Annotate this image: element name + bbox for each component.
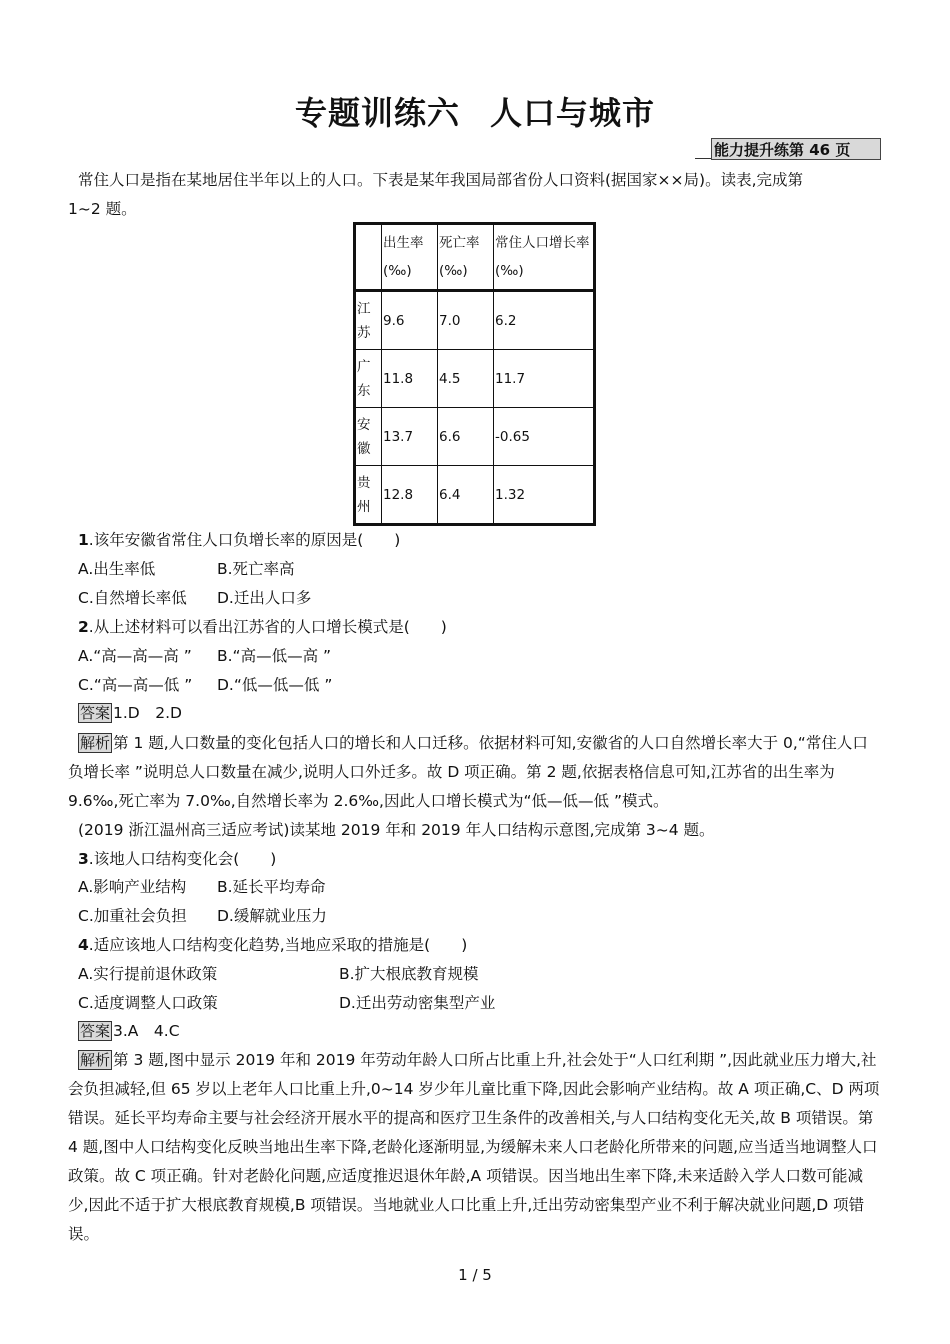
table-cell: 11.7 — [494, 350, 595, 408]
q3-options-row-1 — [78, 877, 326, 897]
answer-text: 3.A 4.C — [113, 1022, 180, 1040]
q4-option-b: B.扩大根底教育规模 — [339, 965, 479, 983]
answer-label: 答案 — [80, 1022, 111, 1040]
q4-options-row-2 — [78, 993, 495, 1013]
q3-option-c: C.加重社会负担 — [78, 907, 187, 925]
table-header: 出生率(‰) — [382, 224, 438, 291]
question-text: .从上述材料可以看出江苏省的人口增长模式是( ) — [88, 618, 447, 636]
q3-option-d: D.缓解就业压力 — [217, 907, 327, 925]
title-part1: 专题训练六 — [294, 94, 460, 132]
q2-option-d: D.“低—低—低 ” — [217, 676, 333, 694]
q3-option-a: A.影响产业结构 — [78, 878, 187, 896]
population-table — [353, 222, 596, 526]
q4-option-c: C.适度调整人口政策 — [78, 994, 218, 1012]
explanation-3-4 — [68, 1046, 880, 1249]
question-text: .该地人口结构变化会( ) — [88, 850, 277, 868]
table-cell-province: 江苏 — [355, 291, 382, 350]
intro-line-1: 常住人口是指在某地居住半年以上的人口。下表是某年我国局部省份人口资料(据国家××局)。读表,完成第 — [78, 171, 803, 189]
table-cell: 11.8 — [382, 350, 438, 408]
q2-option-a: A.“高—高—高 ” — [78, 647, 192, 665]
table-cell: 4.5 — [438, 350, 494, 408]
q2-options-row-2 — [78, 675, 332, 695]
q4-option-a: A.实行提前退休政策 — [78, 965, 218, 983]
q3-options-row-2 — [78, 906, 327, 926]
question-4 — [78, 935, 467, 955]
q1-option-b: B.死亡率高 — [217, 560, 295, 578]
page-number: 1 / 5 — [458, 1266, 492, 1284]
question-number: 1 — [78, 531, 89, 549]
table-cell-province: 贵州 — [355, 466, 382, 525]
table-cell-province: 广东 — [355, 350, 382, 408]
q2-option-b: B.“高—低—高 ” — [217, 647, 332, 665]
question-number: 3 — [78, 850, 89, 868]
question-2 — [78, 617, 447, 637]
question-1 — [78, 530, 400, 550]
table-cell: 6.6 — [438, 408, 494, 466]
q1-options-row-2 — [78, 588, 311, 608]
q3-option-b: B.延长平均寿命 — [217, 878, 326, 896]
intro-line-2: 1~2 题。 — [68, 200, 137, 218]
question-number: 2 — [78, 618, 89, 636]
q1-option-c: C.自然增长率低 — [78, 589, 187, 607]
table-row — [355, 350, 595, 408]
table-cell: 13.7 — [382, 408, 438, 466]
table-cell: -0.65 — [494, 408, 595, 466]
table-cell: 12.8 — [382, 466, 438, 525]
explanation-label: 解析 — [80, 734, 111, 752]
q4-options-row-1 — [78, 964, 479, 984]
table-row — [355, 408, 595, 466]
answer-label: 答案 — [80, 704, 111, 722]
answer-3-4 — [78, 1021, 180, 1041]
title-part2: 人口与城市 — [490, 94, 656, 132]
q1-option-d: D.迁出人口多 — [217, 589, 312, 607]
table-header: 死亡率(‰) — [438, 224, 494, 291]
explanation-text: 第 3 题,图中显示 2019 年和 2019 年劳动年龄人口所占比重上升,社会处于“人口红利期 ”,因此就业压力增大,社会负担减轻,但 65 岁以上老年人口比重上升,0~14 岁少年儿童比重下降,因此会影响产业结构。故 A 项正确,C、D 两项错误。延长平均寿命主要与社会经济开展水平的提高和医疗卫生条件的改善相关,与人口结构变化无关,故 B 项错误。第 4 题,图中人口结构变化反映当地出生率下降,老龄化逐渐明显,为缓解未来人口老龄化所带来的问题,应当适当地调整人口政策。故 C 项正确。针对老龄化问题,应适度推迟退休年龄,A 项错误。因当地出生率下降,未来适龄入学人口数可能减少,因此不适于扩大根底教育规模,B 项错误。当地就业人口比重上升,迁出劳动密集型产业不利于解决就业问题,D 项错误。 — [68, 1051, 880, 1243]
explanation-text: 第 1 题,人口数量的变化包括人口的增长和人口迁移。依据材料可知,安徽省的人口自然增长率大于 0,“常住人口负增长率 ”说明总人口数量在减少,说明人口外迁多。故 D 项正确。第 2 题,依据表格信息可知,江苏省的出生率为 9.6‰,死亡率为 7.0‰,自然增长率为 2.6‰,因此人口增长模式为“低—低—低 ”模式。 — [68, 734, 868, 810]
question-text: .适应该地人口结构变化趋势,当地应采取的措施是( ) — [88, 936, 468, 954]
page-title — [0, 88, 950, 134]
table-corner-cell — [355, 224, 382, 291]
table-cell: 6.4 — [438, 466, 494, 525]
page-reference-tag: 能力提升练第 46 页 — [711, 138, 881, 160]
q4-option-d: D.迁出劳动密集型产业 — [339, 994, 496, 1012]
table-row — [355, 466, 595, 525]
q1-options-row-1 — [78, 559, 295, 579]
table-header: 常住人口增长率(‰) — [494, 224, 595, 291]
explanation-label: 解析 — [80, 1051, 111, 1069]
table-cell: 7.0 — [438, 291, 494, 350]
answer-text: 1.D 2.D — [113, 704, 182, 722]
question-text: .该年安徽省常住人口负增长率的原因是( ) — [88, 531, 401, 549]
intro-3-4: (2019 浙江温州高三适应考试)读某地 2019 年和 2019 年人口结构示意图,完成第 3~4 题。 — [78, 821, 715, 839]
answer-1-2 — [78, 703, 182, 723]
explanation-1-2 — [68, 729, 880, 816]
q1-option-a: A.出生率低 — [78, 560, 156, 578]
table-header-row — [355, 224, 595, 291]
question-3 — [78, 849, 276, 869]
table-cell: 6.2 — [494, 291, 595, 350]
q2-options-row-1 — [78, 646, 331, 666]
table-cell: 1.32 — [494, 466, 595, 525]
table-cell-province: 安徽 — [355, 408, 382, 466]
table-cell: 9.6 — [382, 291, 438, 350]
question-number: 4 — [78, 936, 89, 954]
q2-option-c: C.“高—高—低 ” — [78, 676, 193, 694]
table-row — [355, 291, 595, 350]
